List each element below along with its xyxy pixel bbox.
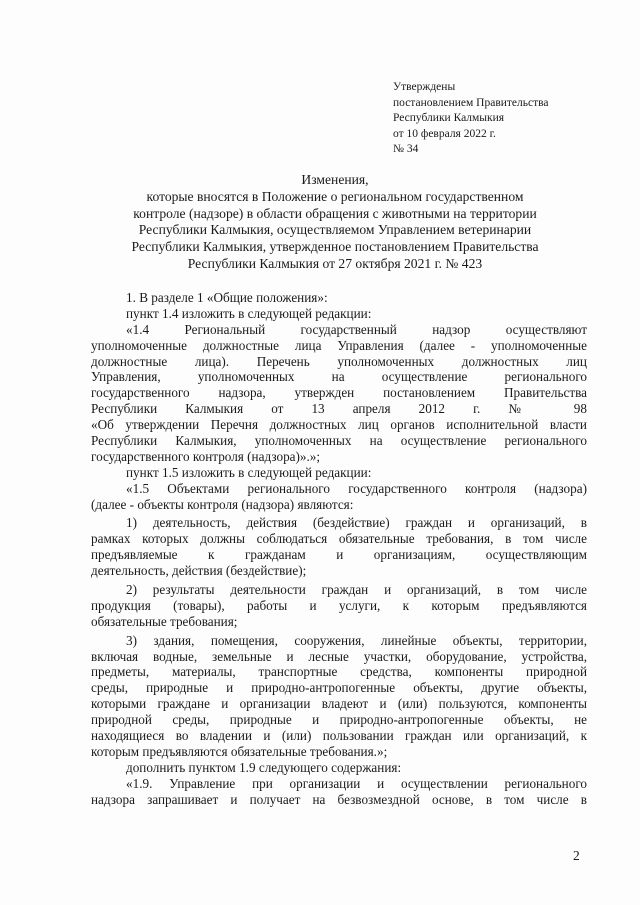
body-line: «1.5 Объектами регионального государственного контроля (надзора) [126,480,587,496]
body-line: государственного надзора, утвержден постановлением Правительства [91,385,587,401]
body-line: 3) здания, помещения, сооружения, линейные объекты, территории, [126,632,587,648]
document-body [91,290,587,808]
document-title [80,172,590,273]
body-line: пункт 1.4 изложить в следующей редакции: [126,305,372,321]
body-line: продукция (товары), работы и услуги, к которым предъявляются [91,597,587,613]
title-line: которые вносятся в Положение о региональном государственном [146,188,524,204]
body-line: находящиеся во владении и (или) пользовании граждан или организаций, к [91,728,587,744]
approval-line: Утверждены [393,81,456,93]
body-line: «Об утверждении Перечня должностных лиц органов исполнительной власти [91,417,587,433]
body-line: которым предъявляются обязательные требования.»; [91,743,388,759]
body-line: среды, природные и природно-антропогенные объекты, другие объекты, [91,680,587,696]
body-line: 2) результаты деятельности граждан и организаций, в том числе [126,582,587,598]
title-line: Изменения, [301,172,369,187]
page-number: 2 [573,848,580,863]
body-line: 1) деятельность, действия (бездействие) граждан и организаций, в [126,515,587,531]
body-line: природной среды, природные и природно-антропогенные объекты, не [91,712,587,728]
title-line: контроле (надзоре) в области обращения с животными на территории [133,205,537,221]
title-line: Республики Калмыкия, утвержденное постановлением Правительства [131,239,539,255]
body-line: которыми граждане и организации владеют и (или) пользуются, компоненты [91,696,587,712]
body-line: (далее - объекты контроля (надзора) являются: [91,496,354,512]
body-line: «1.4 Региональный государственный надзор осуществляют [126,321,587,337]
approval-stamp [393,80,613,158]
body-line: уполномоченные должностные лица Управления (далее - уполномоченные [91,337,587,353]
body-line: деятельность, действия (бездействие); [91,563,307,579]
approval-line: постановлением Правительства [393,96,549,109]
body-line: Республики Калмыкия, уполномоченных на осуществление регионального [91,433,587,449]
body-line: предъявляемые к гражданам и организациям, осуществляющим [91,547,587,563]
body-line: включая водные, земельные и лесные участки, оборудование, устройства, [91,648,587,664]
title-line: Республики Калмыкия от 27 октября 2021 г. № 423 [187,255,483,271]
body-line: пункт 1.5 изложить в следующей редакции: [126,464,372,480]
body-line: государственного контроля (надзора)».»; [91,448,321,464]
body-line: предметы, материалы, транспортные средства, компоненты природной [91,664,587,680]
body-line: дополнить пунктом 1.9 следующего содержания: [126,759,402,775]
body-line: «1.9. Управление при организации и осуществлении регионального [126,775,587,791]
body-line: 1. В разделе 1 «Общие положения»: [126,290,328,305]
body-line: Республики Калмыкия от 13 апреля 2012 г. № 98 [91,401,587,417]
approval-line: от 10 февраля 2022 г. [393,127,496,140]
approval-line: № 34 [393,143,419,155]
title-line: Республики Калмыкия, осуществляемом Управлением ветеринарии [138,222,532,238]
body-line: обязательные требования; [91,613,238,629]
body-line: должностные лица). Перечень уполномоченных должностных лиц [91,353,587,369]
body-line: рамках которых должны соблюдаться обязательные требования, в том числе [91,531,587,547]
body-line: Управления, уполномоченных на осуществление регионального [91,369,587,385]
approval-line: Республики Калмыкия [393,112,505,124]
body-line: надзора запрашивает и получает на безвозмездной основе, в том числе в [91,791,587,807]
